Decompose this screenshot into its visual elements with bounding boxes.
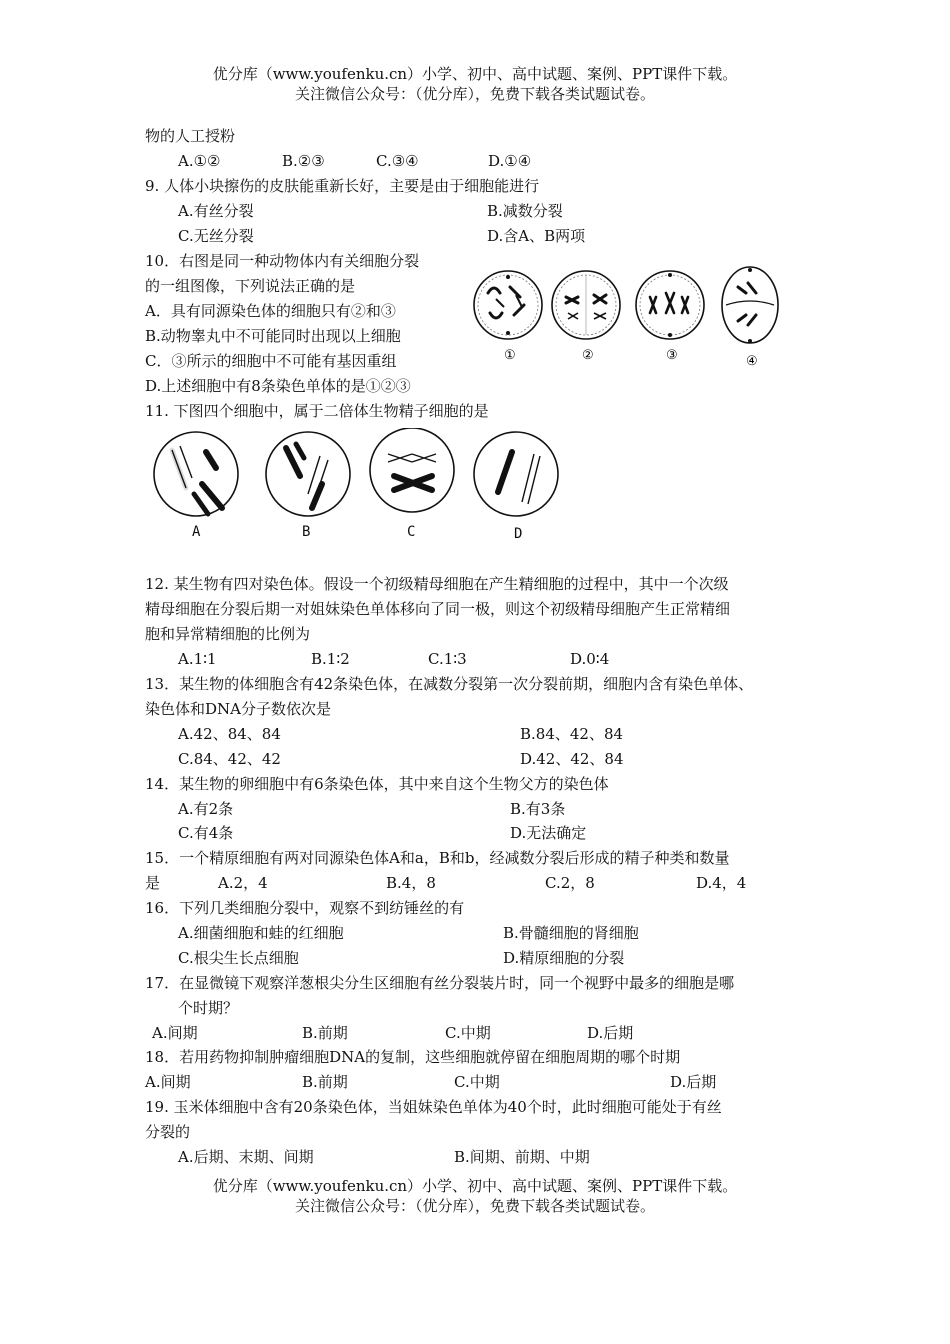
- q13-option-b: B.84、42、84: [520, 725, 624, 743]
- q10-option-d: D.上述细胞中有8条染色单体的是①②③: [145, 377, 411, 395]
- q17-option-c: C.中期: [445, 1024, 491, 1042]
- q19-option-a: A.后期、末期、间期: [178, 1148, 314, 1166]
- q9-option-b: B.减数分裂: [487, 202, 563, 220]
- q10-label-1: ①: [504, 348, 516, 363]
- q11-cell-c: [370, 428, 454, 512]
- q11-label-d: D: [514, 526, 523, 542]
- q15-line-2-prefix: 是: [145, 874, 161, 892]
- q11-cell-a: [154, 432, 238, 516]
- q10-cell-2: [552, 271, 620, 339]
- q14-option-a: A.有2条: [178, 800, 234, 818]
- q17-option-b: B.前期: [302, 1024, 348, 1042]
- q11-label-b: B: [302, 524, 311, 540]
- q14-stem: 14．某生物的卵细胞中有6条染色体，其中来自这个生物父方的染色体: [145, 775, 609, 793]
- q13-option-a: A.42、84、84: [178, 725, 281, 743]
- q16-option-d: D.精原细胞的分裂: [503, 949, 625, 967]
- q14-option-d: D.无法确定: [510, 824, 587, 842]
- q10-cell-4: [722, 267, 778, 343]
- q10-option-a: A．具有同源染色体的细胞只有②和③: [145, 302, 396, 320]
- q16-option-b: B.骨髓细胞的肾细胞: [503, 924, 639, 942]
- q10-label-4: ④: [746, 354, 758, 369]
- q13-option-d: D.42、42、84: [520, 750, 624, 768]
- q15-option-b: B.4，8: [386, 874, 436, 892]
- header-line-2: 关注微信公众号：（优分库），免费下载各类试题试卷。: [294, 85, 655, 103]
- q14-option-b: B.有3条: [510, 800, 566, 818]
- q10-label-2: ②: [582, 348, 594, 363]
- q8-option-c: C.③④: [376, 152, 419, 170]
- q19-line-2: 分裂的: [145, 1123, 191, 1141]
- q12-line-3: 胞和异常精细胞的比例为: [145, 625, 311, 643]
- q11-sperm-cells-figure: [150, 428, 570, 548]
- q9-option-a: A.有丝分裂: [178, 202, 254, 220]
- q11-cell-d: [474, 432, 558, 516]
- q15-line-1: 15．一个精原细胞有两对同源染色体A和a，B和b，经减数分裂后形成的精子种类和数量: [145, 849, 730, 867]
- q16-option-a: A.细菌细胞和蛙的红细胞: [178, 924, 344, 942]
- q9-option-d: D.含A、B两项: [487, 227, 586, 245]
- q10-option-b: B.动物睾丸中不可能同时出现以上细胞: [145, 327, 401, 345]
- q15-option-c: C.2，8: [545, 874, 595, 892]
- q12-option-c: C.1∶3: [428, 650, 467, 668]
- q10-label-3: ③: [666, 348, 678, 363]
- q18-stem: 18．若用药物抑制肿瘤细胞DNA的复制，这些细胞就停留在细胞周期的哪个时期: [145, 1048, 681, 1066]
- footer-line-1: 优分库（www.youfenku.cn）小学、初中、高中试题、案例、PPT课件下载。: [212, 1177, 738, 1195]
- q12-line-2: 精母细胞在分裂后期一对姐妹染色单体移向了同一极，则这个初级精母细胞产生正常精细: [145, 600, 731, 618]
- q11-cell-b: [266, 432, 350, 516]
- q11-label-a: A: [192, 524, 201, 540]
- q12-option-d: D.0∶4: [570, 650, 610, 668]
- q11-stem: 11. 下图四个细胞中，属于二倍体生物精子细胞的是: [145, 402, 489, 420]
- footer-line-2: 关注微信公众号：（优分库），免费下载各类试题试卷。: [294, 1197, 655, 1215]
- q17-option-a: A.间期: [152, 1024, 198, 1042]
- q15-option-d: D.4，4: [696, 874, 747, 892]
- q18-option-d: D.后期: [670, 1073, 717, 1091]
- q13-line-1: 13．某生物的体细胞含有42条染色体，在减数分裂第一次分裂前期，细胞内含有染色单体、: [145, 675, 754, 693]
- q10-stem-line-1: 10．右图是同一种动物体内有关细胞分裂: [145, 252, 420, 270]
- q9-stem: 9. 人体小块擦伤的皮肤能重新长好，主要是由于细胞能进行: [145, 177, 540, 195]
- q16-option-c: C.根尖生长点细胞: [178, 949, 299, 967]
- q18-option-c: C.中期: [454, 1073, 500, 1091]
- q12-line-1: 12. 某生物有四对染色体。假设一个初级精母细胞在产生精细胞的过程中，其中一个次级: [145, 575, 729, 593]
- q8-tail: 物的人工授粉: [145, 127, 236, 145]
- q10-cell-division-figure: [470, 265, 790, 375]
- q13-line-2: 染色体和DNA分子数依次是: [145, 700, 331, 718]
- q18-option-a: A.间期: [145, 1073, 191, 1091]
- q12-option-a: A.1∶1: [178, 650, 217, 668]
- q12-option-b: B.1∶2: [311, 650, 350, 668]
- q8-option-a: A.①②: [178, 152, 221, 170]
- q10-cell-1: [474, 271, 542, 339]
- q19-line-1: 19. 玉米体细胞中含有20条染色体，当姐妹染色单体为40个时，此时细胞可能处于有丝: [145, 1098, 722, 1116]
- q10-cell-3: [636, 271, 704, 339]
- q10-stem-line-2: 的一组图像，下列说法正确的是: [145, 277, 356, 295]
- q19-option-b: B.间期、前期、中期: [454, 1148, 590, 1166]
- q8-option-b: B.②③: [282, 152, 325, 170]
- q8-option-d: D.①④: [488, 152, 532, 170]
- q18-option-b: B.前期: [302, 1073, 348, 1091]
- q16-stem: 16．下列几类细胞分裂中，观察不到纺锤丝的有: [145, 899, 465, 917]
- q11-label-c: C: [407, 524, 416, 540]
- q17-line-1: 17．在显微镜下观察洋葱根尖分生区细胞有丝分裂装片时，同一个视野中最多的细胞是哪: [145, 974, 735, 992]
- header-line-1: 优分库（www.youfenku.cn）小学、初中、高中试题、案例、PPT课件下载。: [212, 65, 738, 83]
- q17-option-d: D.后期: [587, 1024, 634, 1042]
- q10-option-c: C．③所示的细胞中不可能有基因重组: [145, 352, 397, 370]
- q17-line-2: 个时期？: [178, 999, 239, 1017]
- q15-option-a: A.2，4: [218, 874, 268, 892]
- q14-option-c: C.有4条: [178, 824, 234, 842]
- q9-option-c: C.无丝分裂: [178, 227, 254, 245]
- q13-option-c: C.84、42、42: [178, 750, 281, 768]
